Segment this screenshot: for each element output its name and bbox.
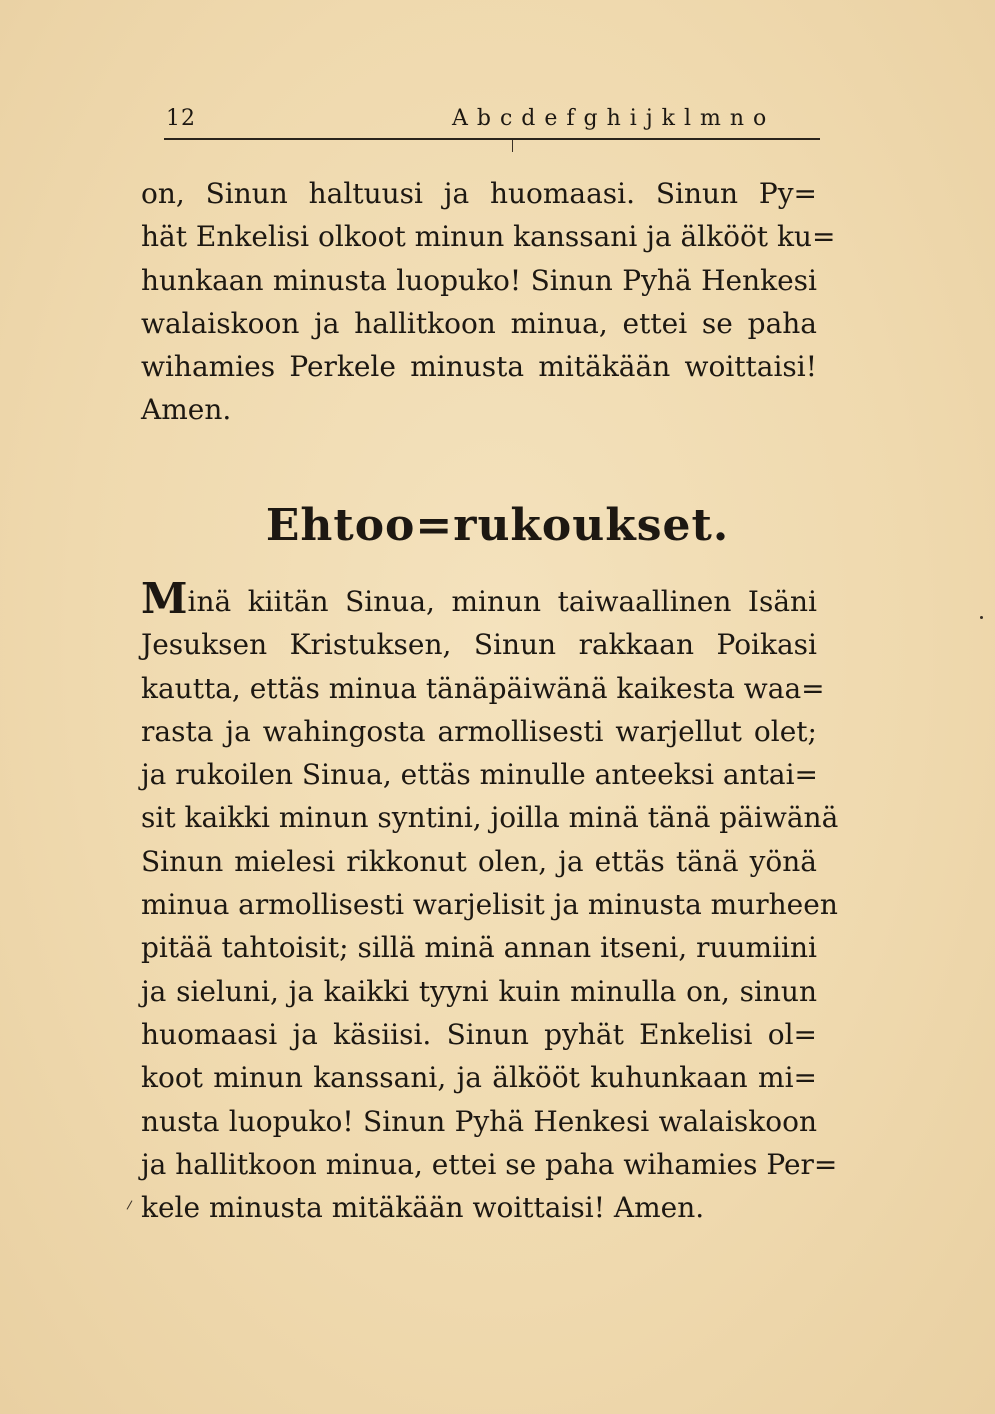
text-line: ja hallitkoon minua, ettei se paha wihamies Per= [141,1147,838,1181]
top-paragraph [141,172,836,432]
paper-speck [127,1200,133,1209]
prayer-paragraph [141,574,839,1229]
first-line [141,574,817,623]
text-line: sit kaikki minun syntini, joilla minä tänä päiwänä [141,801,839,835]
page-header [140,100,820,140]
drop-cap: M [141,574,188,623]
paper-speck [512,140,513,152]
header-rule [164,138,820,140]
text-line: nusta luopuko! Sinun Pyhä Henkesi walaiskoon [141,1104,817,1138]
text-line: ja rukoilen Sinua, ettäs minulle anteeksi antai= [141,758,819,792]
text-line: rasta ja wahingosta armollisesti warjellut olet; [141,714,817,748]
running-head: Abcdefghijklmno [452,106,776,131]
paper-speck [980,616,983,619]
text-line: Sinun mielesi rikkonut olen, ja ettäs tänä yönä [141,844,817,878]
text-line: on, Sinun haltuusi ja huomaasi. Sinun Py= [141,177,817,210]
text-line: ja sieluni, ja kaikki tyyni kuin minulla on, sinun [141,974,817,1008]
section-heading: Ehtoo=rukoukset. [265,500,730,551]
first-line-text: inä kiitän Sinua, minun taiwaallinen Isäni [187,585,817,618]
text-line: minua armollisesti warjelisit ja minusta murheen [141,888,838,922]
text-line: pitää tahtoisit; sillä minä annan itseni, ruumiini [141,931,817,965]
text-line: wihamies Perkele minusta mitäkään woittaisi! [141,350,817,384]
text-line: Jesuksen Kristuksen, Sinun rakkaan Poikasi [141,628,817,662]
text-line: hunkaan minusta luopuko! Sinun Pyhä Henkesi [141,263,817,297]
text-line: kele minusta mitäkään woittaisi! Amen. [141,1191,705,1225]
text-line: kautta, ettäs minua tänäpäiwänä kaikesta waa= [141,671,825,705]
page-number: 12 [166,106,196,131]
text-line: walaiskoon ja hallitkoon minua, ettei se paha [141,306,817,340]
text-line: hät Enkelisi olkoot minun kanssani ja älkööt ku= [141,220,836,254]
text-line: Amen. [141,393,232,427]
text-line: koot minun kanssani, ja älkööt kuhunkaan mi= [141,1061,817,1095]
text-line: huomaasi ja käsiisi. Sinun pyhät Enkelisi ol= [141,1017,817,1051]
